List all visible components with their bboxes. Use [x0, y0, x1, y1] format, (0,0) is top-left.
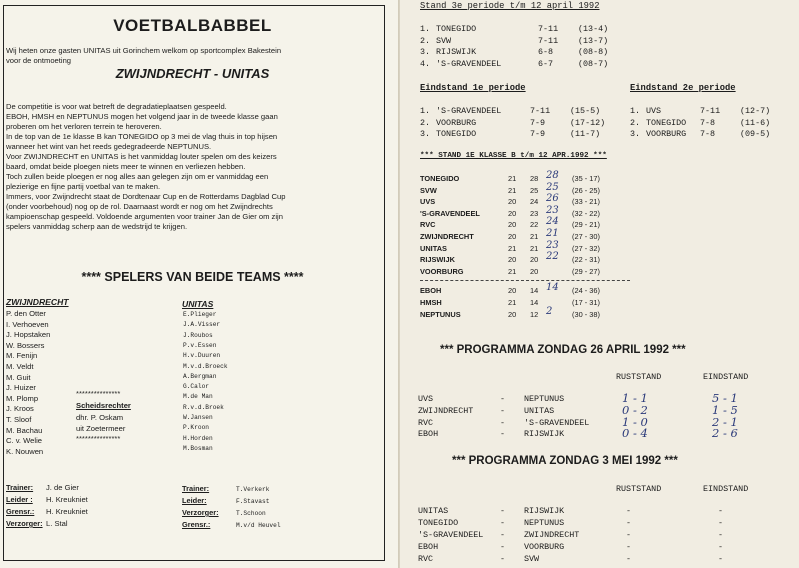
games-played: 20	[508, 310, 517, 320]
games-played: 20	[508, 220, 517, 230]
zwijndrecht-player: M. Plomp	[6, 393, 39, 403]
points: 6-8	[538, 47, 554, 58]
article-line: In de top van de 1e klasse B kan TONEGIDO op 3 mei de vlag thuis in top hijsen	[6, 132, 278, 141]
games-played: 21	[508, 174, 517, 183]
handwritten-points: 23	[546, 204, 559, 216]
games-played: 20	[508, 286, 517, 295]
away-team: 'S-GRAVENDEEL	[524, 417, 590, 428]
article-line: Immers, voor Zwijndrecht staat de Dordtenaar Cup en de Rotterdams Dagblad Cup	[6, 192, 286, 201]
staff-name: J. de Gier	[46, 483, 79, 492]
versus-dash: -	[500, 405, 506, 416]
staff-label: Trainer:	[182, 484, 210, 493]
unitas-player: P.Kroon	[183, 424, 209, 432]
referee-name: dhr. P. Oskam	[76, 413, 124, 422]
article-line: EBOH, HMSH en NEPTUNUS mogen het volgend jaar in de tweede klasse gaan	[6, 112, 278, 121]
zwijndrecht-player: P. den Otter	[6, 309, 46, 318]
staff-name: M.v/d Heuvel	[236, 522, 281, 529]
goal-difference: (27 - 30)	[572, 232, 600, 241]
games-played: 21	[508, 185, 517, 195]
article-line: Voor ZWIJNDRECHT en UNITAS is het vanmiddag louter spelen om des keizers	[6, 152, 277, 161]
handwritten-points: 14	[546, 282, 559, 293]
home-team: ZWIJNDRECHT	[418, 405, 474, 416]
final-score: -	[718, 554, 724, 564]
versus-dash: -	[500, 429, 506, 440]
team-name: EBOH	[420, 286, 442, 295]
staff-label: Leider:	[182, 496, 207, 505]
away-team: VOORBURG	[524, 542, 565, 552]
points: 7-8	[700, 117, 716, 128]
unitas-player: P.v.Essen	[183, 341, 217, 349]
match-title: ZWIJNDRECHT - UNITAS	[115, 66, 270, 81]
rank: 4.	[420, 58, 431, 69]
handwritten-points: 28	[546, 170, 559, 181]
points: 14	[530, 298, 539, 308]
games-played: 20	[508, 208, 517, 218]
rank: 2.	[420, 117, 431, 128]
home-team: EBOH	[418, 542, 439, 552]
away-team: SVW	[524, 554, 540, 564]
points: 28	[530, 174, 539, 183]
rank: 2.	[420, 35, 431, 46]
team-name: UVS	[646, 106, 662, 116]
right-page	[400, 0, 799, 568]
home-team: RVC	[418, 417, 434, 428]
prog1-ruststand-header: RUSTSTAND	[616, 372, 662, 382]
points: 20	[530, 255, 539, 265]
relegation-divider	[420, 280, 630, 281]
goal-difference: (29 - 21)	[572, 220, 600, 230]
points: 7-9	[530, 129, 546, 140]
goal-difference: (22 - 31)	[572, 255, 600, 265]
points: 23	[530, 208, 539, 218]
handwritten-points: 24	[546, 216, 559, 228]
eind2-title: Eindstand 2e periode	[630, 83, 736, 93]
goal-difference: (17 - 31)	[572, 298, 600, 308]
handwritten-points: 26	[546, 193, 559, 205]
halftime-score: 0 - 2	[622, 402, 648, 417]
team-name: RIJSWIJK	[436, 47, 477, 58]
goal-difference: (08-7)	[578, 58, 609, 69]
team-name: UVS	[420, 197, 436, 207]
stand1e-title: *** STAND 1E KLASSE B t/m 12 APR.1992 ***	[420, 152, 607, 160]
final-score: -	[718, 542, 724, 552]
stand3-title: Stand 3e periode t/m 12 april 1992	[420, 1, 600, 11]
unitas-player: R.v.d.Broek	[183, 403, 224, 411]
home-team: EBOH	[418, 429, 439, 440]
staff-name: H. Kreukniet	[46, 507, 88, 516]
article-line: wanneer het wint van het reeds gedegradeerde NEPTUNUS.	[6, 142, 212, 151]
versus-dash: -	[500, 542, 506, 552]
points: 20	[530, 266, 539, 276]
team-name: SVW	[436, 35, 452, 46]
points: 12	[530, 310, 539, 320]
points: 7-9	[530, 117, 546, 128]
zwijndrecht-player: M. Veldt	[6, 362, 34, 371]
unitas-player: M.Bosman	[183, 444, 213, 452]
rank: 3.	[630, 129, 641, 140]
spelers-heading: **** SPELERS VAN BEIDE TEAMS ****	[81, 270, 304, 284]
unitas-header: UNITAS	[182, 299, 214, 309]
prog2-title: *** PROGRAMMA ZONDAG 3 MEI 1992 ***	[452, 455, 678, 467]
rank: 1.	[630, 106, 641, 116]
prog1-eindstand-header: EINDSTAND	[703, 372, 749, 382]
goal-difference: (15-5)	[570, 106, 601, 116]
halftime-score: 0 - 4	[622, 426, 648, 441]
zwijndrecht-header: ZWIJNDRECHT	[6, 297, 69, 307]
staff-label: Verzorger:	[182, 508, 219, 517]
goal-difference: (11-7)	[570, 129, 601, 140]
staff-label: Trainer:	[6, 483, 34, 492]
handwritten-points: 25	[546, 181, 559, 193]
halftime-score: -	[626, 554, 632, 564]
unitas-player: H.v.Duuren	[183, 352, 221, 360]
staff-name: L. Stal	[46, 519, 68, 528]
halftime-score: -	[626, 530, 632, 540]
goal-difference: (32 - 22)	[572, 208, 600, 218]
goal-difference: (13-4)	[578, 24, 609, 34]
away-team: UNITAS	[524, 405, 555, 416]
prog1-title: *** PROGRAMMA ZONDAG 26 APRIL 1992 ***	[440, 344, 686, 356]
unitas-player: M.de Man	[183, 393, 213, 401]
away-team: ZWIJNDRECHT	[524, 530, 580, 540]
unitas-player: J.Roubos	[183, 331, 213, 339]
away-team: RIJSWIJK	[524, 429, 565, 440]
team-name: 'S-GRAVENDEEL	[420, 208, 480, 218]
final-score: -	[718, 518, 724, 528]
staff-name: H. Kreukniet	[46, 495, 88, 504]
staff-label: Grensr.:	[6, 507, 35, 516]
unitas-player: E.Plieger	[183, 311, 217, 318]
rank: 1.	[420, 106, 431, 116]
versus-dash: -	[500, 417, 506, 428]
unitas-player: W.Jansen	[183, 414, 213, 421]
team-name: RVC	[420, 220, 436, 230]
eind1-title: Eindstand 1e periode	[420, 83, 526, 93]
goal-difference: (33 - 21)	[572, 197, 600, 207]
points: 7-11	[700, 106, 721, 116]
handwritten-points: 22	[546, 251, 559, 263]
points: 7-11	[530, 106, 551, 116]
team-name: 'S-GRAVENDEEL	[436, 58, 502, 69]
article-line: De competitie is voor wat betreft de degradatieplaatsen gespeeld.	[6, 102, 227, 111]
article-line: baard, omdat beide ploegen niets meer te winnen en verliezen hebben.	[6, 162, 246, 171]
games-played: 20	[508, 197, 517, 207]
stars-bottom: ***************	[76, 434, 121, 443]
article-line: Toch zullen beide ploegen er nog alles aan gelegen zijn om er vanmiddag een	[6, 172, 269, 181]
goal-difference: (17-12)	[570, 117, 606, 128]
team-name: NEPTUNUS	[420, 310, 461, 320]
staff-label: Leider :	[6, 495, 33, 504]
halftime-score: -	[626, 506, 632, 516]
rank: 3.	[420, 129, 431, 140]
final-score: -	[718, 530, 724, 540]
points: 25	[530, 185, 539, 195]
team-name: TONEGIDO	[436, 24, 477, 34]
goal-difference: (12-7)	[740, 106, 771, 116]
team-name: TONEGIDO	[436, 129, 477, 140]
away-team: RIJSWIJK	[524, 506, 565, 516]
team-name: VOORBURG	[646, 129, 687, 140]
unitas-player: G.Calor	[183, 383, 209, 391]
zwijndrecht-player: T. Sloof	[6, 415, 32, 424]
games-played: 21	[508, 243, 517, 253]
article-line: kampioenschap gespeeld. Voldoende argumenten voor trainer Jan de Gier om zijn	[6, 212, 283, 221]
goal-difference: (08-8)	[578, 47, 609, 58]
staff-name: T.Verkerk	[236, 486, 270, 493]
staff-name: F.Stavast	[236, 498, 270, 505]
goal-difference: (09-5)	[740, 129, 771, 140]
away-team: NEPTUNUS	[524, 518, 565, 528]
unitas-player: J.A.Visser	[183, 321, 221, 329]
prog2-eindstand-header: EINDSTAND	[703, 484, 749, 494]
article-line: proberen om het verloren terrein te heroveren.	[6, 122, 162, 131]
halftime-score: -	[626, 518, 632, 528]
goal-difference: (11-6)	[740, 117, 771, 128]
team-name: ZWIJNDRECHT	[420, 232, 474, 241]
games-played: 21	[508, 298, 517, 308]
home-team: UVS	[418, 394, 434, 404]
versus-dash: -	[500, 530, 506, 540]
halftime-score: 1 - 0	[622, 414, 648, 429]
team-name: HMSH	[420, 298, 442, 308]
points: 21	[530, 232, 539, 241]
versus-dash: -	[500, 518, 506, 528]
page-title: VOETBALBABBEL	[113, 16, 272, 35]
team-name: RIJSWIJK	[420, 255, 455, 265]
points: 6-7	[538, 58, 554, 69]
staff-name: T.Schoon	[236, 510, 266, 517]
zwijndrecht-player: J. Hopstaken	[6, 330, 51, 340]
points: 24	[530, 197, 539, 207]
versus-dash: -	[500, 394, 506, 404]
goal-difference: (30 - 38)	[572, 310, 600, 320]
handwritten-points: 21	[546, 228, 559, 239]
prog2-ruststand-header: RUSTSTAND	[616, 484, 662, 494]
staff-label: Verzorger:	[6, 519, 43, 528]
team-name: 'S-GRAVENDEEL	[436, 106, 502, 116]
team-name: VOORBURG	[436, 117, 477, 128]
zwijndrecht-player: J. Huizer	[6, 383, 36, 393]
stars-top: ***************	[76, 389, 121, 398]
article-line: (onder voorbehoud) nog op de rol. Daarnaast wordt er nog om het Zwijndrechts	[6, 202, 273, 211]
zwijndrecht-player: M. Fenijn	[6, 351, 38, 361]
points: 14	[530, 286, 539, 295]
zwijndrecht-player: M. Guit	[6, 372, 31, 382]
halftime-score: -	[626, 542, 632, 552]
points: 7-11	[538, 24, 559, 34]
referee-header: Scheidsrechter	[76, 401, 131, 410]
versus-dash: -	[500, 554, 506, 564]
rank: 2.	[630, 117, 641, 128]
home-team: 'S-GRAVENDEEL	[418, 530, 484, 540]
points: 7-8	[700, 129, 716, 140]
team-name: UNITAS	[420, 243, 447, 253]
zwijndrecht-player: K. Nouwen	[6, 446, 44, 456]
unitas-player: A.Bergman	[183, 372, 217, 380]
zwijndrecht-player: I. Verhoeven	[6, 319, 49, 329]
zwijndrecht-player: C. v. Welie	[6, 436, 43, 446]
points: 21	[530, 243, 539, 253]
team-name: SVW	[420, 185, 437, 195]
away-team: NEPTUNUS	[524, 394, 565, 404]
intro-line-2: voor de ontmoeting	[6, 56, 72, 65]
goal-difference: (27 - 32)	[572, 243, 600, 253]
team-name: TONEGIDO	[420, 174, 460, 183]
zwijndrecht-player: W. Bossers	[6, 340, 45, 350]
final-score: 2 - 1	[712, 414, 738, 429]
goal-difference: (35 - 17)	[572, 174, 600, 183]
points: 7-11	[538, 35, 559, 46]
zwijndrecht-player: J. Kroos	[6, 404, 34, 414]
points: 22	[530, 220, 539, 230]
goal-difference: (24 - 36)	[572, 286, 600, 295]
games-played: 20	[508, 255, 517, 265]
goal-difference: (29 - 27)	[572, 266, 600, 276]
rank: 3.	[420, 47, 431, 58]
zwijndrecht-player: M. Bachau	[6, 425, 43, 435]
home-team: TONEGIDO	[418, 518, 459, 528]
team-name: TONEGIDO	[646, 117, 687, 128]
halftime-score: 1 - 1	[622, 391, 648, 405]
staff-label: Grensr.:	[182, 520, 211, 529]
referee-place: uit Zoetermeer	[76, 424, 126, 433]
final-score: 1 - 5	[712, 402, 738, 417]
article-line: plezierige en fijne partij voetbal van te maken.	[6, 182, 161, 191]
final-score: -	[718, 506, 724, 516]
handwritten-points: 23	[546, 239, 559, 251]
games-played: 21	[508, 266, 517, 276]
unitas-player: H.Horden	[183, 434, 213, 442]
article-line: spelers vanmiddag scherp aan de wedstrijd te krijgen.	[6, 222, 188, 231]
final-score: 2 - 6	[712, 426, 738, 441]
games-played: 20	[508, 232, 517, 241]
handwritten-points: 2	[546, 306, 553, 318]
team-name: VOORBURG	[420, 266, 464, 276]
unitas-player: M.v.d.Broeck	[183, 362, 228, 370]
goal-difference: (26 - 25)	[572, 185, 600, 195]
home-team: RVC	[418, 554, 434, 564]
final-score: 5 - 1	[712, 391, 738, 405]
versus-dash: -	[500, 506, 506, 516]
home-team: UNITAS	[418, 506, 449, 516]
intro-line-1: Wij heten onze gasten UNITAS uit Gorinchem welkom op sportcomplex Bakestein	[6, 46, 282, 55]
goal-difference: (13-7)	[578, 35, 609, 46]
rank: 1.	[420, 24, 431, 34]
